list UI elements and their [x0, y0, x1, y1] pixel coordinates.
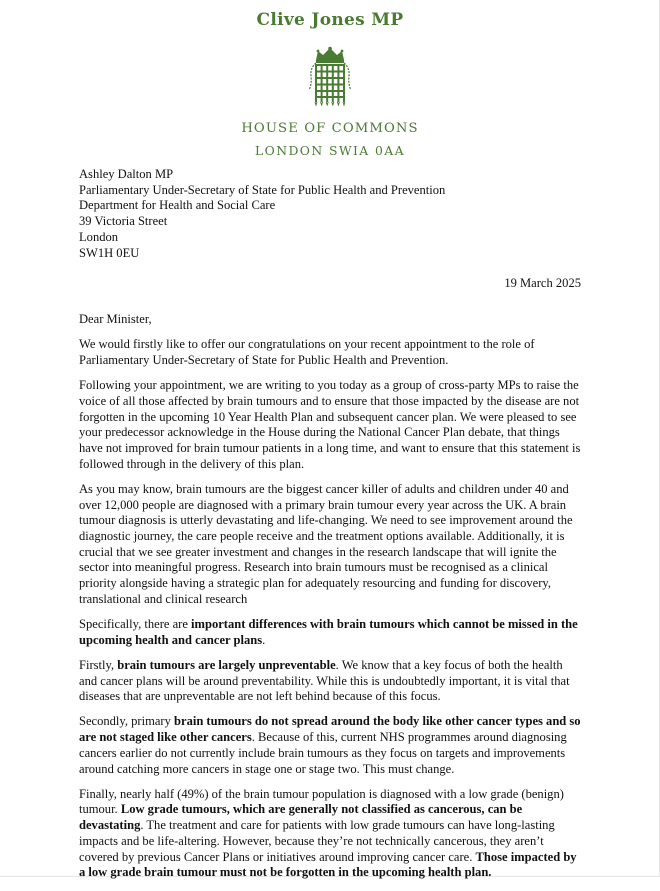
house-of-commons-label: HOUSE OF COMMONS [241, 121, 419, 136]
bold-text: brain tumours do not spread around the body like other cancer types and so are not staged like other cancers [79, 714, 581, 745]
body-paragraph [79, 482, 581, 608]
text: . [262, 632, 266, 647]
salutation: Dear Minister, [79, 312, 152, 326]
text: . The treatment and care for patients with low grade tumours can have long-lasting impacts and be life-altering. However, because they’re not technically cancerous, they aren’t covered by previous Cancer Plans or initiatives around improving cancer care. [79, 818, 555, 864]
recipient-line: Ashley Dalton MP [79, 167, 174, 181]
recipient-line: 39 Victoria Street [79, 214, 168, 229]
text: Finally, nearly half (49%) of the brain tumour population is diagnosed with a low grade (benign) tumour. [79, 786, 564, 817]
mp-name: Clive Jones MP [256, 10, 404, 30]
paragraphs [79, 337, 581, 881]
bold-text: important differences with brain tumours which cannot be missed in the upcoming health and cancer plans [79, 616, 578, 647]
portcullis-icon [307, 46, 353, 106]
body-paragraph [79, 337, 581, 368]
letterhead [0, 8, 660, 159]
text: Following your appointment, we are writing to you today as a group of cross-party MPs to raise the voice of all those affected by brain tumours and to ensure that those impacted by the disease are not forgotten in the upcoming 10 Year Health Plan and subsequent cancer plan. We were pleased to see your predecessor acknowledge in the House during the National Cancer Plan debate, that things have not improved for brain tumour patients in a long time, and want to ensure that this statement is followed through in the delivery of this plan. [79, 378, 581, 471]
text: Secondly, primary [79, 714, 175, 729]
text: We would firstly like to offer our congratulations on your recent appointment to the role of Parliamentary Under-Secretary of State for Public Health and Prevention. [79, 337, 535, 367]
recipient-line: Department for Health and Social Care [79, 198, 276, 213]
letterhead-address: LONDON SWIA 0AA [255, 143, 405, 158]
text: Specifically, there are [79, 616, 192, 631]
text: Firstly, [79, 657, 118, 672]
body-paragraph [79, 658, 581, 705]
body-paragraph [79, 714, 581, 777]
bold-text: brain tumours are largely unpreventable [117, 657, 336, 672]
recipient-address [79, 167, 581, 261]
text: . Because of this, current NHS programmes around diagnosing cancers earlier do not currently include brain tumours as they focus on targets and improvements around catching more cancers in stage one or stage two. This must change. [79, 730, 567, 776]
text: . We know that a key focus of both the health and cancer plans will be around preventability. While this is undoubtedly important, it is vital that diseases that are unpreventable are not left behind because of this focus. [79, 657, 570, 704]
recipient-line: Parliamentary Under-Secretary of State for Public Health and Prevention [79, 182, 446, 197]
letter-date: 19 March 2025 [504, 276, 581, 290]
body-paragraph [79, 617, 581, 648]
letter-body [79, 312, 581, 891]
bold-text: Low grade tumours, which are generally not classified as cancerous, can be devastating [79, 802, 523, 833]
bold-text: Those impacted by a low grade brain tumour must not be forgotten in the upcoming health plan. [79, 849, 577, 880]
recipient-line: London [79, 229, 119, 244]
body-paragraph [79, 787, 581, 881]
text: As you may know, brain tumours are the biggest cancer killer of adults and children under 40 and over 12,000 people are diagnosed with a primary brain tumour every year across the UK. A brain tumour diagnosis is utterly devastating and life-changing. We need to see improvement around the diagnostic journey, the care people receive and the treatment options available. Additionally, it is crucial that we see greater investment and changes in the research landscape that will ignite the sector into meaningful progress. Research into brain tumours must be recognised as a clinical priority alongside having a strategic plan for adequately resourcing and funding for discovery, translational and clinical research [79, 481, 573, 606]
body-paragraph [79, 378, 581, 472]
recipient-line: SW1H 0EU [79, 245, 140, 260]
